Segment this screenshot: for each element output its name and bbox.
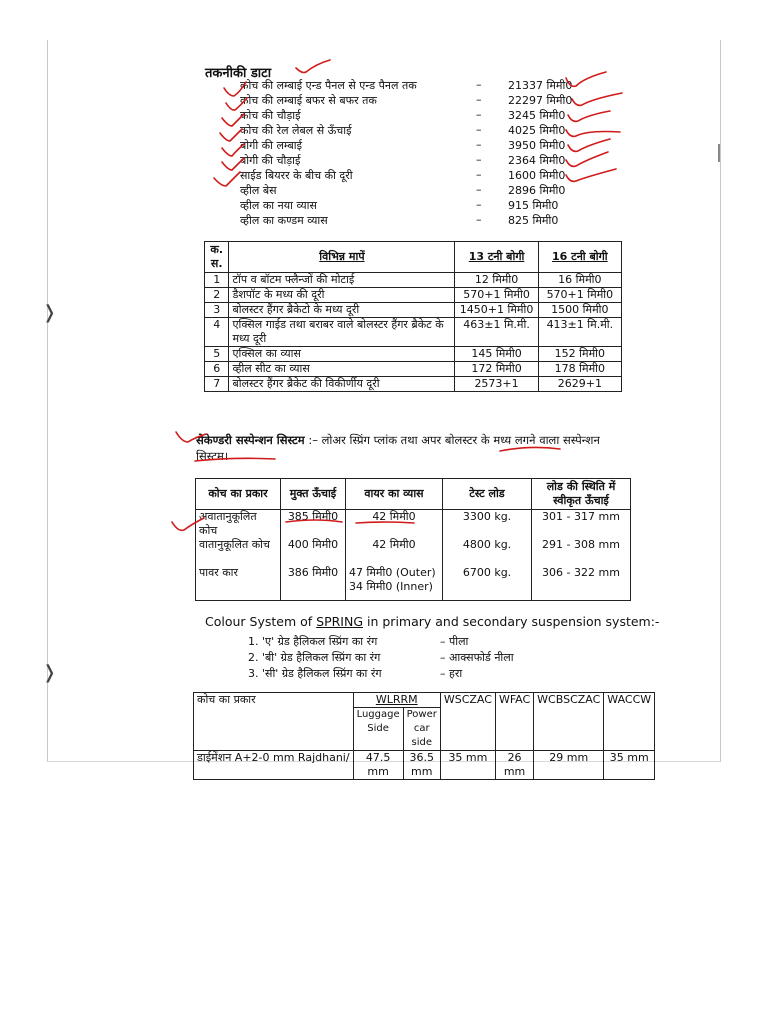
spec-label: बोगी की लम्बाई	[240, 139, 303, 152]
spec-dash: –	[476, 138, 482, 151]
spec-dash: –	[476, 93, 482, 106]
cell-waccw: 35 mm	[604, 751, 655, 780]
cell-loaded-height: 291 - 308 mm	[532, 538, 631, 566]
cell-free-height: 386 मिमी0	[281, 566, 346, 601]
table-row	[205, 303, 622, 318]
tick-mark	[214, 172, 240, 186]
spec-row	[240, 108, 580, 123]
table-row	[205, 347, 622, 362]
colour-item-label: 3. 'सी' ग्रेड हैलिकल स्प्रिंग का रंग	[248, 667, 382, 680]
spec-value: 825 मिमी0	[508, 214, 559, 227]
spec-row	[240, 138, 580, 153]
tick-mark	[220, 129, 242, 141]
table-row	[196, 566, 631, 601]
next-page-arrow-icon[interactable]: ❭	[42, 662, 58, 683]
cell-sn: 3	[205, 303, 229, 318]
cell-wfac: 26 mm	[495, 751, 533, 780]
cell-test-load: 6700 kg.	[443, 566, 532, 601]
spec-dash: –	[476, 153, 482, 166]
spec-value: 2364 मिमी0	[508, 154, 566, 167]
spec-label: कोच की लम्बाई बफर से बफर तक	[240, 94, 377, 107]
header-desc: विभिन्न मापें	[229, 242, 455, 273]
cell-sn: 1	[205, 273, 229, 288]
table-header-row	[194, 693, 655, 708]
spec-dash: –	[476, 123, 482, 136]
header-loaded-height: लोड की स्थिति में स्वीकृत ऊँचाई	[532, 479, 631, 510]
cell-13t: 463±1 मि.मी.	[455, 318, 538, 347]
cell-wcbsczac: 29 mm	[534, 751, 604, 780]
spec-label: कोच की लम्बाई एन्ड पैनल से एन्ड पैनल तक	[240, 79, 417, 92]
table-row	[205, 273, 622, 288]
colour-item-value: – आक्सफोर्ड नीला	[440, 651, 514, 664]
cell-13t: 172 मिमी0	[455, 362, 538, 377]
cell-coach: डाईमेंशन A+2-0 mm Rajdhani/	[194, 751, 354, 780]
colour-title-pre: Colour System of	[205, 614, 317, 629]
suspension-spring-table	[195, 478, 631, 601]
spec-value: 915 मिमी0	[508, 199, 559, 212]
table-row	[205, 288, 622, 303]
cell-desc: डैशपॉट के मध्य की दूरी	[229, 288, 455, 303]
spec-value: 3245 मिमी0	[508, 109, 566, 122]
table-header-row	[196, 479, 631, 510]
table-row	[194, 751, 655, 780]
prev-page-arrow-icon[interactable]: ❭	[42, 302, 58, 323]
cell-loaded-height: 306 - 322 mm	[532, 566, 631, 601]
spec-row	[240, 123, 580, 138]
technical-data-title: तकनीकी डाटा	[205, 66, 272, 81]
header-power-car-side: Power car side	[403, 708, 440, 751]
table-row	[205, 318, 622, 347]
spec-dash: –	[476, 213, 482, 226]
header-13t: 13 टनी बोगी	[455, 242, 538, 273]
spec-row	[240, 93, 580, 108]
cell-desc: बोलस्टर हैंगर ब्रैकेटो के मध्य दूरी	[229, 303, 455, 318]
cell-free-height: 400 मिमी0	[281, 538, 346, 566]
cell-test-load: 3300 kg.	[443, 510, 532, 539]
cell-13t: 1450+1 मिमी0	[455, 303, 538, 318]
table-row	[205, 362, 622, 377]
spec-dash: –	[476, 183, 482, 196]
cell-desc: बोलस्टर हैंगर ब्रैकेट की विकीर्णीय दूरी	[229, 377, 455, 392]
cell-desc: टॉप व बॉटम फ्लैन्जों की मोटाई	[229, 273, 455, 288]
colour-item-label: 2. 'बी' ग्रेड हैलिकल स्प्रिंग का रंग	[248, 651, 381, 664]
spec-label: व्हील का नया व्यास	[240, 199, 317, 212]
cell-16t: 178 मिमी0	[538, 362, 621, 377]
bogie-dimensions-table	[204, 241, 622, 392]
spec-label: कोच की चौड़ाई	[240, 109, 301, 122]
spec-value: 22297 मिमी0	[508, 94, 573, 107]
secondary-suspension-text: :– लोअर स्प्रिंग प्लांक तथा अपर बोलस्टर के मध्य लगने वाला सस्पेन्शन सिस्टम।	[196, 433, 600, 463]
spec-row	[240, 168, 580, 183]
cell-power: 36.5 mm	[403, 751, 440, 780]
spec-value: 4025 मिमी0	[508, 124, 566, 137]
spec-row	[240, 183, 580, 198]
table-row	[196, 510, 631, 539]
cell-luggage: 47.5 mm	[353, 751, 403, 780]
cell-13t: 12 मिमी0	[455, 273, 538, 288]
header-coach-type: कोच का प्रकार	[196, 479, 281, 510]
header-wcbsczac: WCBSCZAC	[534, 693, 604, 751]
cell-coach: वातानुकूलित कोच	[196, 538, 281, 566]
cell-wire-dia: 47 मिमी0 (Outer) 34 मिमी0 (Inner)	[346, 566, 443, 601]
cell-wire-dia: 42 मिमी0	[346, 510, 443, 539]
cell-test-load: 4800 kg.	[443, 538, 532, 566]
spec-row	[240, 153, 580, 168]
colour-title-spring: SPRING	[316, 614, 364, 629]
cell-16t: 2629+1	[538, 377, 621, 392]
cell-16t: 1500 मिमी0	[538, 303, 621, 318]
colour-title-post: in primary and secondary suspension system:-	[363, 614, 660, 629]
header-sn: क. स.	[205, 242, 229, 273]
spec-value: 21337 मिमी0	[508, 79, 573, 92]
colour-item	[248, 666, 548, 681]
spec-label: व्हील का कण्डम व्यास	[240, 214, 328, 227]
header-wfac: WFAC	[495, 693, 533, 751]
spec-label: कोच की रेल लेबल से ऊँचाई	[240, 124, 352, 137]
cell-desc: एक्सिल का व्यास	[229, 347, 455, 362]
cell-13t: 145 मिमी0	[455, 347, 538, 362]
colour-item-value: – हरा	[440, 667, 463, 680]
header-wlrrm: WLRRM	[353, 693, 440, 708]
colour-item	[248, 634, 548, 649]
cell-loaded-height: 301 - 317 mm	[532, 510, 631, 539]
header-coach-type: कोच का प्रकार	[194, 693, 354, 751]
cell-free-height: 385 मिमी0	[281, 510, 346, 539]
colour-item	[248, 650, 548, 665]
cell-coach: अवातानुकूलित कोच	[196, 510, 281, 539]
cell-desc: एक्सिल गाईड तथा बराबर वाले बोलस्टर हैंगर ब्रैकेट के मध्य दूरी	[229, 318, 455, 347]
header-luggage-side: Luggage Side	[353, 708, 403, 751]
header-16t: 16 टनी बोगी	[538, 242, 621, 273]
secondary-suspension-heading: सेकेण्डरी सस्पेन्शन सिस्टम	[196, 433, 305, 447]
cell-13t: 570+1 मिमी0	[455, 288, 538, 303]
spec-label: बोगी की चौड़ाई	[240, 154, 301, 167]
wlrrm-dimension-table	[193, 692, 655, 780]
cell-wire-dia: 42 मिमी0	[346, 538, 443, 566]
header-wsczac: WSCZAC	[440, 693, 495, 751]
cell-wsczac: 35 mm	[440, 751, 495, 780]
spec-dash: –	[476, 108, 482, 121]
cell-16t: 16 मिमी0	[538, 273, 621, 288]
spec-value: 1600 मिमी0	[508, 169, 566, 182]
header-waccw: WACCW	[604, 693, 655, 751]
table-row	[196, 538, 631, 566]
spec-label: व्हील बेस	[240, 184, 277, 197]
cell-16t: 413±1 मि.मी.	[538, 318, 621, 347]
spec-label: साईड बियरर के बीच की दूरी	[240, 169, 353, 182]
spec-row	[240, 78, 580, 93]
table-row	[205, 377, 622, 392]
tick-mark	[296, 60, 330, 73]
header-free-height: मुक्त ऊँचाई	[281, 479, 346, 510]
spec-row	[240, 213, 580, 228]
spec-row	[240, 198, 580, 213]
cell-13t: 2573+1	[455, 377, 538, 392]
cell-sn: 2	[205, 288, 229, 303]
cell-coach: पावर कार	[196, 566, 281, 601]
cell-sn: 6	[205, 362, 229, 377]
spec-value: 3950 मिमी0	[508, 139, 566, 152]
cell-desc: व्हील सीट का व्यास	[229, 362, 455, 377]
spec-dash: –	[476, 168, 482, 181]
cell-16t: 570+1 मिमी0	[538, 288, 621, 303]
spec-value: 2896 मिमी0	[508, 184, 566, 197]
header-test-load: टेस्ट लोड	[443, 479, 532, 510]
cell-sn: 5	[205, 347, 229, 362]
colour-system-title	[205, 614, 659, 629]
cell-sn: 4	[205, 318, 229, 347]
spec-dash: –	[476, 198, 482, 211]
secondary-suspension-paragraph	[196, 432, 632, 464]
header-wire-dia: वायर का व्यास	[346, 479, 443, 510]
table-header-row	[205, 242, 622, 273]
cell-16t: 152 मिमी0	[538, 347, 621, 362]
spec-dash: –	[476, 78, 482, 91]
colour-item-value: – पीला	[440, 635, 469, 648]
cell-sn: 7	[205, 377, 229, 392]
colour-item-label: 1. 'ए' ग्रेड हैलिकल स्प्रिंग का रंग	[248, 635, 378, 648]
